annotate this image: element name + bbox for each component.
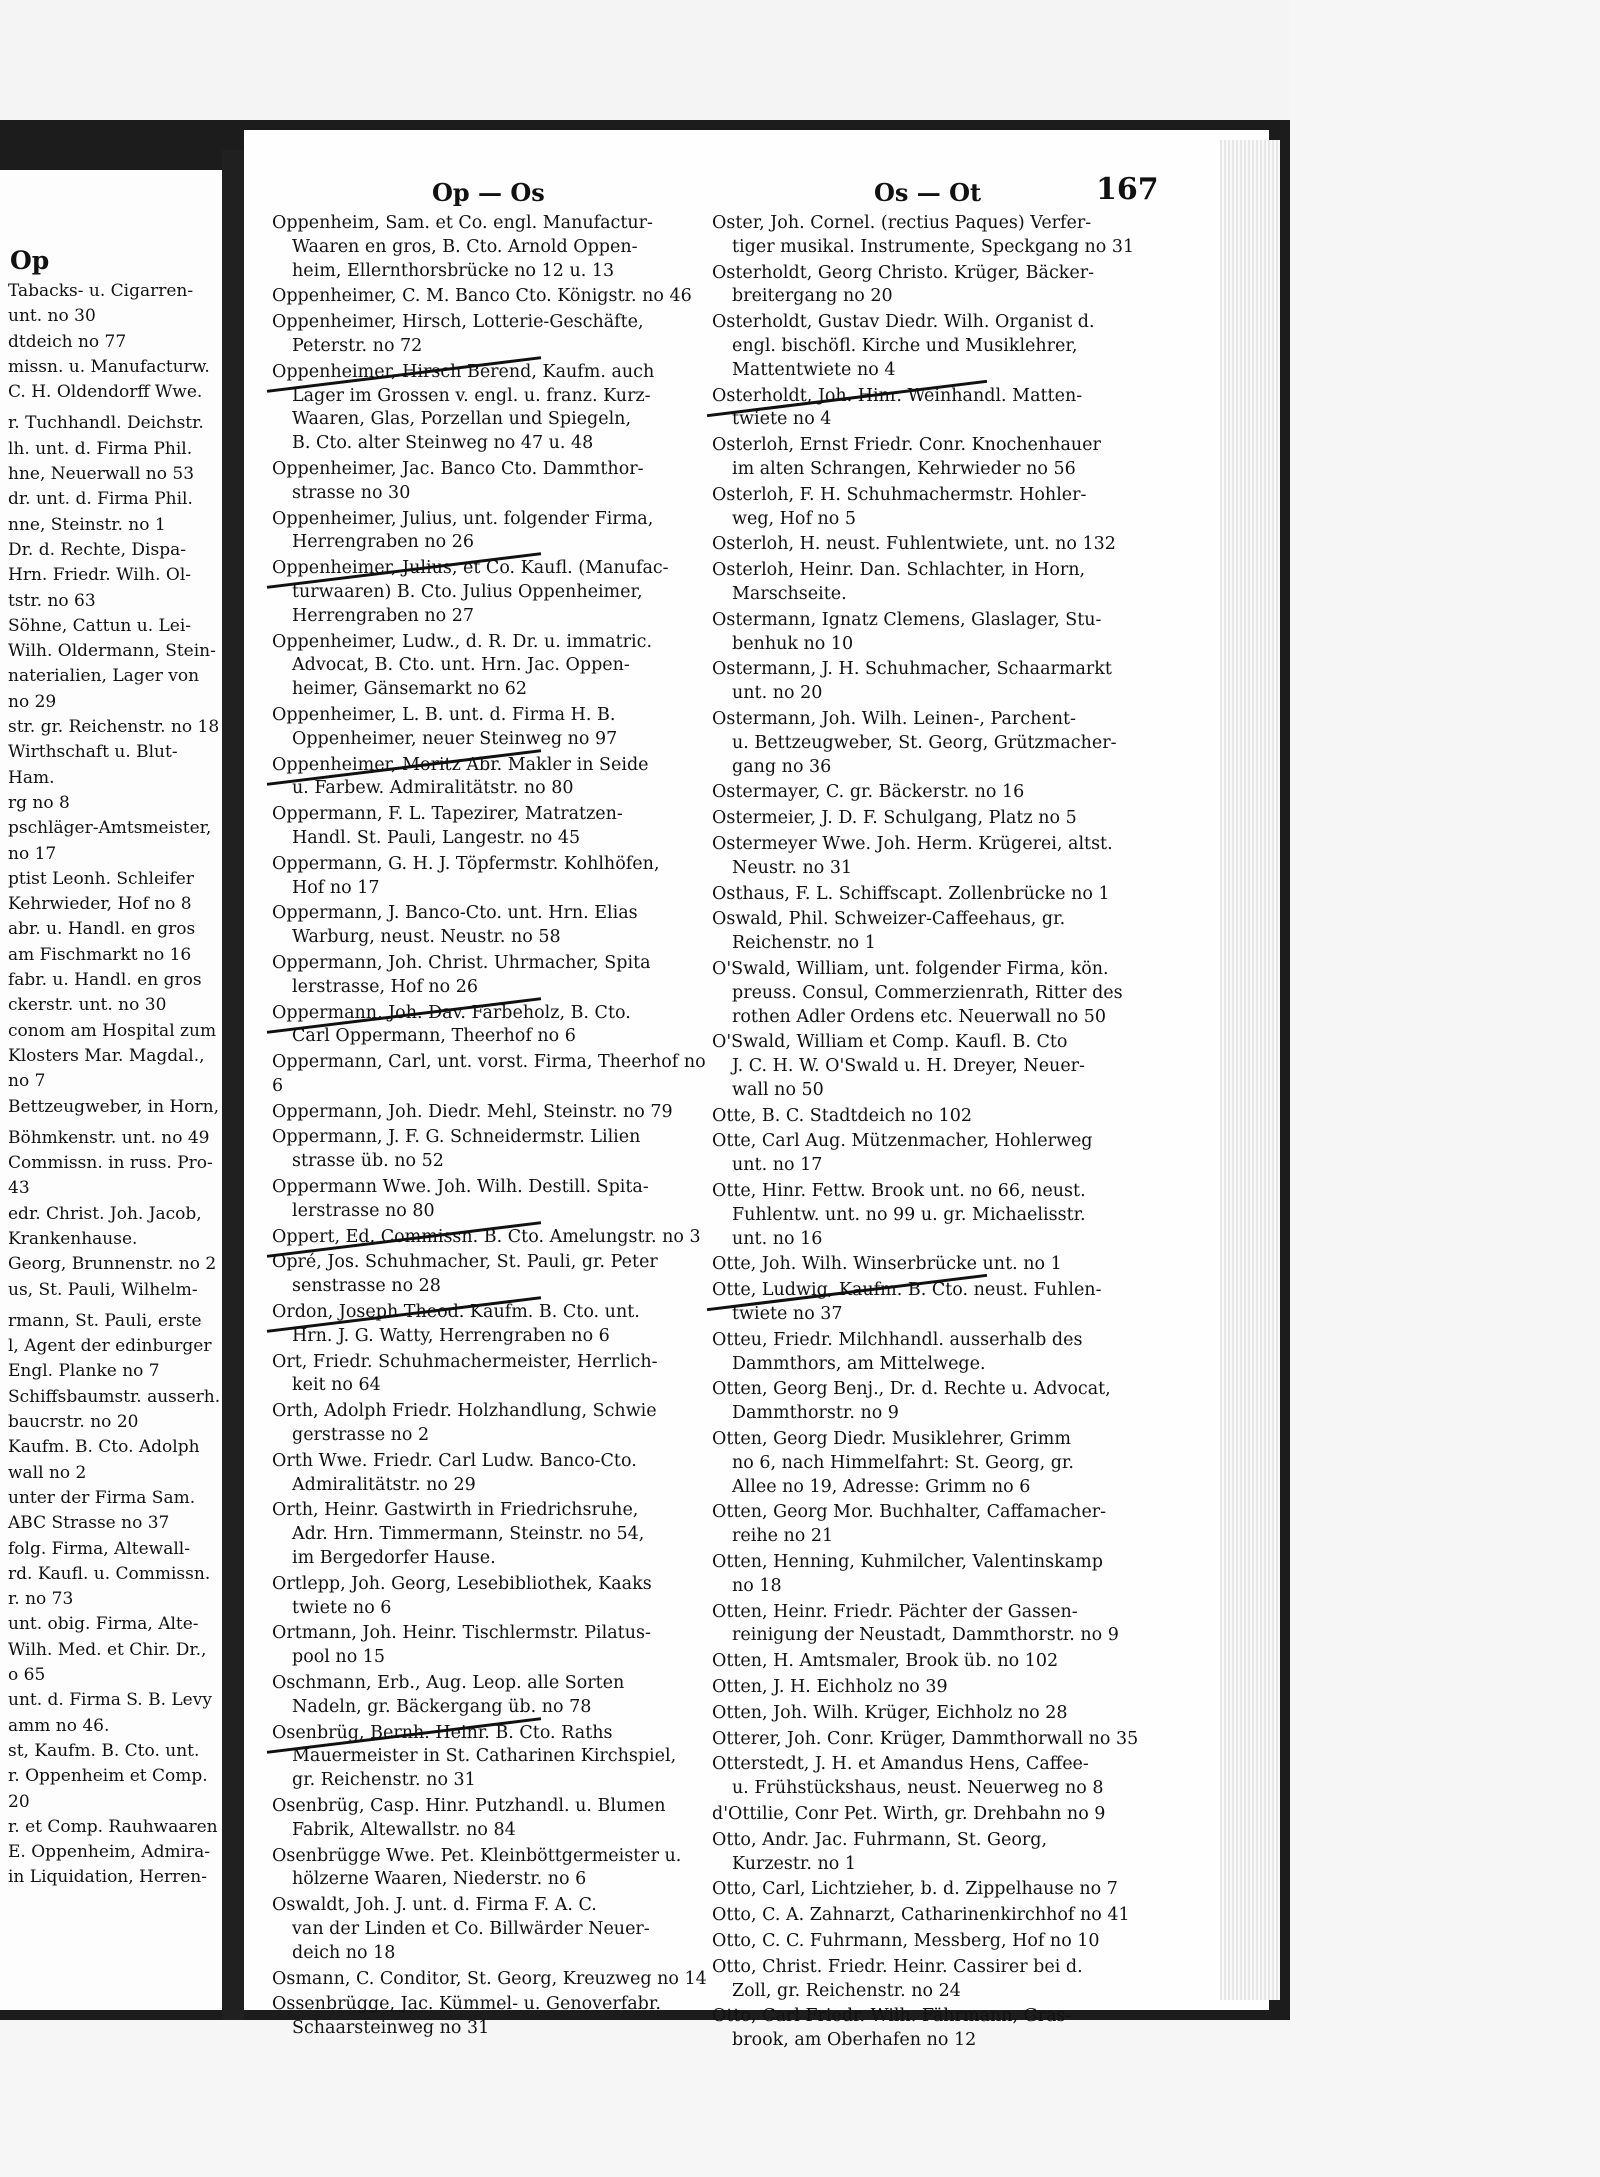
- entry-continuation-line: reinigung der Neustadt, Dammthorstr. no 9: [732, 1625, 1119, 1646]
- directory-entry: [712, 1601, 1172, 1649]
- entry-name-line: Orth Wwe. Friedr. Carl Ludw. Banco-Cto.: [272, 1450, 637, 1471]
- entry-continuation-line: brook, am Oberhafen no 12: [732, 2030, 977, 2051]
- entry-continuation-line: gerstrasse no 2: [292, 1425, 430, 1446]
- directory-entry: [712, 2005, 1172, 2053]
- entry-name-line: Otto, Christ. Friedr. Heinr. Cassirer bei d.: [712, 1956, 1083, 1977]
- entry-name-line: Oppermann, Joh. Christ. Uhrmacher, Spita: [272, 952, 651, 973]
- entry-continuation-line: Peterstr. no 72: [292, 335, 423, 356]
- directory-column-left: [272, 212, 722, 2043]
- entry-continuation-line: Advocat, B. Cto. unt. Hrn. Jac. Oppen-: [292, 655, 630, 676]
- directory-entry: [272, 508, 722, 556]
- entry-name-line: Oppenheimer, L. B. unt. d. Firma H. B.: [272, 704, 616, 725]
- left-page-fragment: missn. u. Manufacturw.: [8, 356, 210, 377]
- left-page-fragment: wall no 2: [8, 1462, 87, 1483]
- directory-entry: [712, 1279, 1172, 1327]
- entry-name-line: Oppenheim, Sam. et Co. engl. Manufactur-: [272, 213, 653, 233]
- entry-name-line: Oppenheimer, Julius, et Co. Kaufl. (Manufac-: [272, 557, 722, 581]
- left-page-fragment: st, Kaufm. B. Cto. unt.: [8, 1740, 200, 1761]
- directory-entry: [712, 559, 1172, 607]
- entry-name-line: Otto, Carl Friedr. Wilh. Fährmann, Gras-: [712, 2006, 1072, 2027]
- directory-entry: [272, 1968, 722, 1992]
- directory-entry: [712, 385, 1172, 433]
- left-page-fragment: folg. Firma, Altewall-: [8, 1538, 190, 1559]
- directory-entry: [272, 631, 722, 702]
- entry-continuation-line: deich no 18: [292, 1942, 396, 1963]
- entry-continuation-line: no 18: [732, 1575, 782, 1596]
- left-page-fragment: Schiffsbaumstr. ausserh.: [8, 1386, 221, 1407]
- left-page: [0, 170, 222, 2010]
- entry-name-line: Oswald, Phil. Schweizer-Caffeehaus, gr.: [712, 909, 1066, 930]
- left-page-fragment: Böhmkenstr. unt. no 49: [8, 1127, 210, 1148]
- left-page-fragment: Engl. Planke no 7: [8, 1361, 160, 1382]
- left-page-fragment: amm no 46.: [8, 1715, 110, 1736]
- entry-continuation-line: Oppenheimer, neuer Steinweg no 97: [292, 728, 618, 749]
- directory-entry: [272, 1002, 722, 1050]
- entry-continuation-line: rothen Adler Ordens etc. Neuerwall no 50: [732, 1006, 1106, 1027]
- entry-name-line: Oppermann, Carl, unt. vorst. Firma, Theerhof no 6: [272, 1052, 706, 1096]
- directory-entry: [272, 458, 722, 506]
- entry-continuation-line: keit no 64: [292, 1375, 381, 1396]
- entry-name-line: Ordon, Joseph Theod. Kaufm. B. Cto. unt.: [272, 1301, 722, 1325]
- entry-continuation-line: senstrasse no 28: [292, 1276, 441, 1297]
- left-page-fragment: Georg, Brunnenstr. no 2: [8, 1254, 217, 1275]
- entry-name-line: Orth, Heinr. Gastwirth in Friedrichsruhe,: [272, 1500, 639, 1521]
- left-page-fragment: E. Oppenheim, Admira-: [8, 1842, 211, 1863]
- left-page-fragment: Commissn. in russ. Pro-: [8, 1153, 213, 1174]
- left-page-fragment: no 29: [8, 691, 57, 712]
- entry-continuation-line: gang no 36: [732, 756, 832, 777]
- directory-entry: [272, 1894, 722, 1965]
- directory-entry: [712, 1956, 1172, 2004]
- entry-name-line: Otte, Carl Aug. Mützenmacher, Hohlerweg: [712, 1131, 1093, 1152]
- directory-entry: [712, 883, 1172, 907]
- left-page-fragment: str. gr. Reichenstr. no 18: [8, 717, 220, 738]
- directory-entry: [272, 361, 722, 456]
- running-header-left: Op — Os: [432, 178, 545, 207]
- directory-entry: [712, 1728, 1172, 1752]
- entry-continuation-line: no 6, nach Himmelfahrt: St. Georg, gr.: [732, 1452, 1074, 1473]
- entry-continuation-line: turwaaren) B. Cto. Julius Oppenheimer,: [292, 581, 643, 602]
- entry-name-line: d'Ottilie, Conr Pet. Wirth, gr. Drehbahn no 9: [712, 1804, 1106, 1824]
- entry-continuation-line: Fuhlentw. unt. no 99 u. gr. Michaelisstr.: [732, 1204, 1086, 1225]
- directory-entry: [272, 1126, 722, 1174]
- entry-continuation-line: Herrengraben no 26: [292, 532, 475, 553]
- left-page-fragment: baucrstr. no 20: [8, 1412, 139, 1433]
- entry-continuation-line: Hof no 17: [292, 877, 380, 898]
- left-page-fragment: Bettzeugweber, in Horn,: [8, 1096, 220, 1117]
- entry-continuation-line: preuss. Consul, Commerzienrath, Ritter des: [732, 982, 1123, 1003]
- book-gutter: [222, 150, 244, 2020]
- left-page-fragment: C. H. Oldendorff Wwe.: [8, 382, 203, 403]
- entry-name-line: Otterer, Joh. Conr. Krüger, Dammthorwall no 35: [712, 1728, 1139, 1749]
- entry-continuation-line: lerstrasse, Hof no 26: [292, 976, 479, 997]
- entry-name-line: Ostermayer, C. gr. Bäckerstr. no 16: [712, 782, 1025, 803]
- left-page-fragment: unt. d. Firma S. B. Levy: [8, 1690, 212, 1711]
- left-page-fragment: Söhne, Cattun u. Lei-: [8, 615, 192, 636]
- entry-continuation-line: im Bergedorfer Hause.: [292, 1548, 496, 1569]
- directory-entry: [712, 908, 1172, 956]
- entry-name-line: Otto, Carl, Lichtzieher, b. d. Zippelhause no 7: [712, 1879, 1118, 1900]
- entry-continuation-line: benhuk no 10: [732, 633, 854, 654]
- entry-continuation-line: hölzerne Waaren, Niederstr. no 6: [292, 1869, 587, 1890]
- left-page-fragment: ckerstr. unt. no 30: [8, 995, 167, 1016]
- entry-name-line: Otto, Andr. Jac. Fuhrmann, St. Georg,: [712, 1829, 1048, 1850]
- entry-name-line: Otto, C. C. Fuhrmann, Messberg, Hof no 10: [712, 1930, 1100, 1951]
- entry-name-line: Otten, Heinr. Friedr. Pächter der Gassen-: [712, 1601, 1078, 1622]
- entry-name-line: Ostermeyer Wwe. Joh. Herm. Krügerei, altst.: [712, 833, 1113, 854]
- entry-continuation-line: unt. no 20: [732, 683, 823, 704]
- directory-entry: [712, 1650, 1172, 1674]
- directory-entry: [272, 1795, 722, 1843]
- left-page-fragment: Kaufm. B. Cto. Adolph: [8, 1437, 200, 1458]
- directory-entry: [712, 958, 1172, 1029]
- directory-entry: [272, 1499, 722, 1570]
- entry-continuation-line: u. Bettzeugweber, St. Georg, Grützmacher-: [732, 732, 1117, 753]
- entry-name-line: Osterholdt, Joh. Hinr. Weinhandl. Matten-: [712, 385, 1172, 409]
- directory-entry: [272, 853, 722, 901]
- entry-name-line: Ostermann, Joh. Wilh. Leinen-, Parchent-: [712, 708, 1076, 729]
- entry-continuation-line: unt. no 17: [732, 1155, 823, 1176]
- directory-entry: [712, 833, 1172, 881]
- entry-continuation-line: twiete no 4: [732, 409, 832, 430]
- directory-entry: [712, 1378, 1172, 1426]
- entry-continuation-line: unt. no 16: [732, 1228, 823, 1249]
- entry-continuation-line: heim, Ellernthorsbrücke no 12 u. 13: [292, 260, 615, 281]
- left-page-fragment: pschläger-Amtsmeister,: [8, 818, 212, 839]
- entry-continuation-line: strasse üb. no 52: [292, 1151, 444, 1172]
- left-page-fragment: am Fischmarkt no 16: [8, 944, 192, 965]
- entry-name-line: O'Swald, William, unt. folgender Firma, kön.: [712, 958, 1109, 979]
- directory-entry: [272, 285, 722, 309]
- entry-continuation-line: B. Cto. alter Steinweg no 47 u. 48: [292, 433, 594, 454]
- directory-entry: [272, 1400, 722, 1448]
- entry-name-line: Oppermann, Joh. Diedr. Mehl, Steinstr. no 79: [272, 1101, 673, 1122]
- entry-continuation-line: Allee no 19, Adresse: Grimm no 6: [732, 1476, 1031, 1497]
- entry-name-line: Oppenheimer, C. M. Banco Cto. Königstr. no 46: [272, 286, 692, 307]
- entry-name-line: Oppermann, G. H. J. Töpfermstr. Kohlhöfen,: [272, 853, 660, 874]
- entry-continuation-line: twiete no 37: [732, 1304, 843, 1325]
- entry-continuation-line: Neustr. no 31: [732, 857, 853, 878]
- entry-name-line: Otten, Georg Diedr. Musiklehrer, Grimm: [712, 1429, 1071, 1450]
- left-page-fragment: Tabacks- u. Cigarren-: [8, 281, 194, 301]
- left-page-fragment: no 17: [8, 843, 57, 864]
- directory-entry: [712, 434, 1172, 482]
- left-page-fragment: r. no 73: [8, 1589, 74, 1610]
- entry-name-line: Otten, Georg Mor. Buchhalter, Caffamacher-: [712, 1502, 1107, 1523]
- left-page-fragment: Ham.: [8, 767, 55, 788]
- left-page-fragment: ptist Leonh. Schleifer: [8, 868, 194, 889]
- entry-continuation-line: van der Linden et Co. Billwärder Neuer-: [292, 1918, 650, 1939]
- directory-entry: [712, 1501, 1172, 1549]
- directory-entry: [272, 803, 722, 851]
- directory-entry: [272, 311, 722, 359]
- entry-name-line: Oppermann Wwe. Joh. Wilh. Destill. Spita-: [272, 1177, 649, 1198]
- entry-name-line: Opré, Jos. Schuhmacher, St. Pauli, gr. Peter: [272, 1252, 658, 1273]
- entry-name-line: Oppenheimer, Moritz Abr. Makler in Seide: [272, 754, 722, 778]
- entry-continuation-line: Waaren, Glas, Porzellan und Spiegeln,: [292, 409, 632, 430]
- entry-name-line: Otto, C. A. Zahnarzt, Catharinenkirchhof no 41: [712, 1905, 1130, 1926]
- left-page-fragment: edr. Christ. Joh. Jacob,: [8, 1203, 202, 1224]
- directory-entry: [712, 1253, 1172, 1277]
- left-page-fragments: [0, 279, 222, 1891]
- entry-name-line: Ossenbrügge, Jac. Kümmel- u. Genoverfabr.: [272, 1994, 661, 2015]
- entry-name-line: Oster, Joh. Cornel. (rectius Paques) Verfer-: [712, 213, 1092, 233]
- entry-name-line: Oppenheimer, Ludw., d. R. Dr. u. immatric.: [272, 631, 653, 652]
- directory-entry: [272, 1993, 722, 2041]
- entry-name-line: Oppermann, F. L. Tapezirer, Matratzen-: [272, 804, 623, 825]
- entry-name-line: Osterloh, F. H. Schuhmachermstr. Hohler-: [712, 484, 1087, 505]
- left-page-fragment: fabr. u. Handl. en gros: [8, 970, 202, 991]
- entry-name-line: Osterloh, Ernst Friedr. Conr. Knochenhauer: [712, 435, 1101, 456]
- left-page-fragment: naterialien, Lager von: [8, 666, 200, 687]
- left-page-fragment: rg no 8: [8, 792, 70, 813]
- entry-continuation-line: Fabrik, Altewallstr. no 84: [292, 1819, 516, 1840]
- directory-entry: [272, 1672, 722, 1720]
- directory-entry: [712, 1829, 1172, 1877]
- left-page-fragment: o 65: [8, 1665, 46, 1686]
- directory-entry: [712, 533, 1172, 557]
- directory-entry: [712, 1551, 1172, 1599]
- left-page-fragment: r. Oppenheim et Comp.: [8, 1766, 208, 1787]
- directory-entry: [712, 1031, 1172, 1102]
- left-page-fragment: conom am Hospital zum: [8, 1020, 217, 1041]
- directory-entry: [272, 704, 722, 752]
- entry-name-line: Oppert, Ed. Commissn. B. Cto. Amelungstr. no 3: [272, 1226, 722, 1250]
- entry-name-line: Otteu, Friedr. Milchhandl. ausserhalb des: [712, 1329, 1083, 1350]
- directory-entry: [712, 1930, 1172, 1954]
- left-page-fragment: r. Tuchhandl. Deichstr.: [8, 413, 204, 434]
- entry-name-line: Osenbrüg, Casp. Hinr. Putzhandl. u. Blumen: [272, 1796, 666, 1816]
- directory-entry: [272, 1573, 722, 1621]
- entry-continuation-line: Mattentwiete no 4: [732, 359, 896, 380]
- entry-continuation-line: strasse no 30: [292, 482, 411, 503]
- entry-name-line: Osenbrügge Wwe. Pet. Kleinböttgermeister u.: [272, 1845, 682, 1866]
- entry-continuation-line: J. C. H. W. O'Swald u. H. Dreyer, Neuer-: [732, 1056, 1085, 1077]
- entry-continuation-line: Schaarsteinweg no 31: [292, 2018, 490, 2039]
- entry-name-line: Ostermann, J. H. Schuhmacher, Schaarmarkt: [712, 659, 1112, 680]
- entry-name-line: Osterloh, Heinr. Dan. Schlachter, in Horn,: [712, 560, 1086, 581]
- entry-continuation-line: Warburg, neust. Neustr. no 58: [292, 927, 561, 948]
- entry-name-line: Osthaus, F. L. Schiffscapt. Zollenbrücke no 1: [712, 883, 1110, 904]
- left-page-fragment: rmann, St. Pauli, erste: [8, 1310, 202, 1331]
- entry-name-line: Otte, Joh. Wilh. Winserbrücke unt. no 1: [712, 1254, 1062, 1275]
- directory-entry: [272, 1722, 722, 1793]
- entry-name-line: Otten, J. H. Eichholz no 39: [712, 1677, 948, 1698]
- directory-entry: [712, 781, 1172, 805]
- entry-continuation-line: Lager im Grossen v. engl. u. franz. Kurz-: [292, 385, 651, 406]
- entry-continuation-line: breitergang no 20: [732, 286, 893, 307]
- entry-name-line: Orth, Adolph Friedr. Holzhandlung, Schwie: [272, 1401, 657, 1422]
- left-page-fragment: Dr. d. Rechte, Dispa-: [8, 539, 186, 560]
- directory-entry: [272, 1226, 722, 1250]
- directory-entry: [712, 1904, 1172, 1928]
- directory-entry: [712, 1702, 1172, 1726]
- directory-entry: [712, 311, 1172, 382]
- left-page-fragment: ABC Strasse no 37: [8, 1513, 170, 1534]
- entry-name-line: Oppermann, J. Banco-Cto. unt. Hrn. Elias: [272, 903, 638, 924]
- entry-name-line: Otte, Ludwig, Kaufm. B. Cto. neust. Fuhlen-: [712, 1279, 1172, 1303]
- left-page-fragment: hne, Neuerwall no 53: [8, 464, 195, 485]
- directory-entry: [272, 754, 722, 802]
- entry-continuation-line: gr. Reichenstr. no 31: [292, 1770, 476, 1791]
- entry-continuation-line: heimer, Gänsemarkt no 62: [292, 679, 527, 700]
- directory-entry: [712, 1878, 1172, 1902]
- entry-continuation-line: Dammthors, am Mittelwege.: [732, 1353, 986, 1374]
- entry-name-line: Otten, Henning, Kuhmilcher, Valentinskamp: [712, 1552, 1103, 1573]
- entry-continuation-line: Waaren en gros, B. Cto. Arnold Oppen-: [292, 236, 638, 257]
- left-page-fragment: abr. u. Handl. en gros: [8, 919, 196, 940]
- entry-name-line: Oppenheimer, Hirsch Berend, Kaufm. auch: [272, 361, 722, 385]
- directory-entry: [712, 484, 1172, 532]
- directory-entry: [272, 1301, 722, 1349]
- directory-entry: [272, 1251, 722, 1299]
- directory-entry: [272, 212, 722, 283]
- directory-entry: [272, 1845, 722, 1893]
- entry-name-line: Otte, B. C. Stadtdeich no 102: [712, 1105, 973, 1126]
- left-page-fragment: unt. obig. Firma, Alte-: [8, 1614, 199, 1635]
- entry-name-line: Oppenheimer, Julius, unt. folgender Firma,: [272, 508, 654, 529]
- entry-name-line: Osmann, C. Conditor, St. Georg, Kreuzweg no 14: [272, 1968, 707, 1989]
- entry-continuation-line: lerstrasse no 80: [292, 1200, 435, 1221]
- left-page-fragment: Krankenhause.: [8, 1228, 138, 1249]
- entry-continuation-line: wall no 50: [732, 1079, 824, 1100]
- directory-entry: [712, 212, 1172, 260]
- entry-continuation-line: Admiralitätstr. no 29: [292, 1474, 476, 1495]
- entry-name-line: Osterloh, H. neust. Fuhlentwiete, unt. no 132: [712, 534, 1116, 555]
- entry-continuation-line: Handl. St. Pauli, Langestr. no 45: [292, 827, 581, 848]
- entry-name-line: Oppermann, Joh. Dav. Farbeholz, B. Cto.: [272, 1002, 722, 1026]
- entry-name-line: Otten, H. Amtsmaler, Brook üb. no 102: [712, 1651, 1059, 1672]
- left-page-fragment: us, St. Pauli, Wilhelm-: [8, 1279, 198, 1300]
- left-page-fragment: in Liquidation, Herren-: [8, 1867, 207, 1888]
- entry-name-line: O'Swald, William et Comp. Kaufl. B. Cto: [712, 1032, 1068, 1053]
- directory-entry: [272, 1051, 722, 1099]
- entry-continuation-line: u. Frühstückshaus, neust. Neuerweg no 8: [732, 1778, 1104, 1799]
- right-page: [244, 130, 1269, 2051]
- entry-continuation-line: Herrengraben no 27: [292, 605, 475, 626]
- entry-name-line: Oschmann, Erb., Aug. Leop. alle Sorten: [272, 1673, 625, 1694]
- directory-entry: [712, 1428, 1172, 1499]
- left-page-fragment: dtdeich no 77: [8, 331, 127, 352]
- entry-name-line: Otte, Hinr. Fettw. Brook unt. no 66, neust.: [712, 1181, 1086, 1202]
- entry-name-line: Oppermann, J. F. G. Schneidermstr. Lilien: [272, 1127, 641, 1148]
- directory-entry: [712, 1753, 1172, 1801]
- left-page-fragment: Wilh. Oldermann, Stein-: [8, 641, 216, 662]
- entry-continuation-line: im alten Schrangen, Kehrwieder no 56: [732, 458, 1076, 479]
- page-number: 167: [1096, 172, 1159, 207]
- directory-entry: [712, 1105, 1172, 1129]
- entry-continuation-line: Zoll, gr. Reichenstr. no 24: [732, 1980, 961, 2001]
- entry-continuation-line: Carl Oppermann, Theerhof no 6: [292, 1026, 576, 1047]
- scan-background-right: [1290, 0, 1600, 2177]
- directory-entry: [712, 1676, 1172, 1700]
- left-page-fragment: Wilh. Med. et Chir. Dr.,: [8, 1639, 207, 1660]
- directory-entry: [272, 1622, 722, 1670]
- directory-entry: [712, 1803, 1172, 1827]
- left-page-fragment: nne, Steinstr. no 1: [8, 514, 166, 535]
- directory-entry: [712, 1130, 1172, 1178]
- left-page-fragment: no 7: [8, 1071, 46, 1092]
- directory-entry: [712, 609, 1172, 657]
- entry-continuation-line: tiger musikal. Instrumente, Speckgang no 31: [732, 236, 1135, 257]
- directory-entry: [272, 952, 722, 1000]
- entry-continuation-line: reihe no 21: [732, 1526, 834, 1547]
- entry-name-line: Osterholdt, Georg Christo. Krüger, Bäcker-: [712, 262, 1095, 283]
- entry-continuation-line: weg, Hof no 5: [732, 508, 857, 529]
- entry-name-line: Ostermeier, J. D. F. Schulgang, Platz no 5: [712, 808, 1077, 829]
- entry-continuation-line: Kurzestr. no 1: [732, 1853, 856, 1874]
- left-page-header: Op: [10, 246, 50, 275]
- entry-name-line: Ortmann, Joh. Heinr. Tischlermstr. Pilatus-: [272, 1623, 651, 1644]
- left-page-fragment: dr. unt. d. Firma Phil.: [8, 489, 193, 510]
- entry-continuation-line: Reichenstr. no 1: [732, 933, 876, 954]
- directory-entry: [712, 262, 1172, 310]
- left-page-fragment: 20: [8, 1791, 30, 1812]
- left-page-fragment: Kehrwieder, Hof no 8: [8, 894, 192, 915]
- entry-name-line: Oswaldt, Joh. J. unt. d. Firma F. A. C.: [272, 1895, 597, 1916]
- page-edges: [1220, 140, 1280, 2000]
- entry-name-line: Ostermann, Ignatz Clemens, Glaslager, Stu-: [712, 609, 1102, 630]
- entry-continuation-line: Dammthorstr. no 9: [732, 1403, 899, 1424]
- left-page-fragment: Wirthschaft u. Blut-: [8, 742, 178, 763]
- left-page-fragment: unt. no 30: [8, 306, 96, 327]
- left-page-fragment: lh. unt. d. Firma Phil.: [8, 438, 193, 459]
- entry-name-line: Osterholdt, Gustav Diedr. Wilh. Organist d.: [712, 312, 1095, 333]
- directory-entry: [712, 658, 1172, 706]
- entry-continuation-line: pool no 15: [292, 1647, 386, 1668]
- directory-entry: [272, 1351, 722, 1399]
- entry-name-line: Ortlepp, Joh. Georg, Lesebibliothek, Kaaks: [272, 1573, 652, 1594]
- entry-name-line: Oppenheimer, Hirsch, Lotterie-Geschäfte,: [272, 312, 644, 333]
- left-page-fragment: Klosters Mar. Magdal.,: [8, 1045, 205, 1066]
- entry-name-line: Osenbrüg, Bernh. Heinr. B. Cto. Raths: [272, 1722, 722, 1746]
- entry-continuation-line: Adr. Hrn. Timmermann, Steinstr. no 54,: [292, 1524, 645, 1545]
- entry-continuation-line: Marschseite.: [732, 583, 847, 604]
- entry-name-line: Otten, Joh. Wilh. Krüger, Eichholz no 28: [712, 1702, 1068, 1723]
- directory-entry: [712, 1180, 1172, 1251]
- left-page-fragment: l, Agent der edinburger: [8, 1336, 212, 1357]
- running-header-right: Os — Ot: [874, 178, 982, 207]
- entry-name-line: Ort, Friedr. Schuhmachermeister, Herrlich-: [272, 1351, 658, 1372]
- entry-continuation-line: u. Farbew. Admiralitätstr. no 80: [292, 778, 574, 799]
- left-page-fragment: rd. Kaufl. u. Commissn.: [8, 1563, 211, 1584]
- directory-column-right: [712, 212, 1172, 2055]
- directory-entry: [712, 1329, 1172, 1377]
- entry-name-line: Otten, Georg Benj., Dr. d. Rechte u. Advocat,: [712, 1379, 1111, 1400]
- left-page-fragment: 43: [8, 1178, 30, 1199]
- directory-entry: [272, 1176, 722, 1224]
- entry-continuation-line: Hrn. J. G. Watty, Herrengraben no 6: [292, 1325, 610, 1346]
- directory-entry: [712, 708, 1172, 779]
- left-page-fragment: r. et Comp. Rauhwaaren: [8, 1816, 218, 1837]
- entry-continuation-line: Nadeln, gr. Bäckergang üb. no 78: [292, 1696, 592, 1717]
- entry-continuation-line: Mauermeister in St. Catharinen Kirchspiel,: [292, 1746, 677, 1767]
- left-page-fragment: unter der Firma Sam.: [8, 1487, 196, 1508]
- directory-entry: [272, 1101, 722, 1125]
- left-page-fragment: Hrn. Friedr. Wilh. Ol-: [8, 565, 191, 586]
- directory-entry: [272, 1450, 722, 1498]
- entry-name-line: Oppenheimer, Jac. Banco Cto. Dammthor-: [272, 458, 644, 479]
- directory-entry: [272, 902, 722, 950]
- entry-continuation-line: engl. bischöfl. Kirche und Musiklehrer,: [732, 335, 1078, 356]
- entry-name-line: Otterstedt, J. H. et Amandus Hens, Caffee-: [712, 1754, 1089, 1775]
- left-page-fragment: tstr. no 63: [8, 590, 96, 611]
- directory-entry: [272, 557, 722, 628]
- directory-entry: [712, 807, 1172, 831]
- entry-continuation-line: twiete no 6: [292, 1597, 392, 1618]
